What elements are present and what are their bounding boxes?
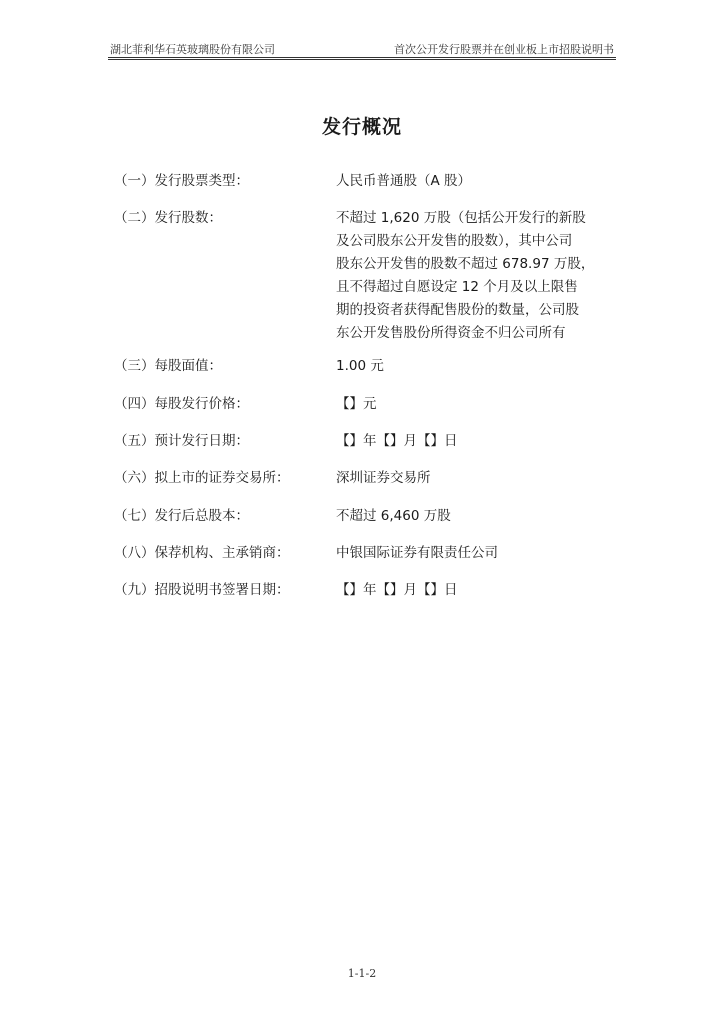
row-value: 深圳证券交易所 [336,470,431,486]
row-label: （六）拟上市的证券交易所： [114,470,290,486]
row-label: （二）发行股数： [114,210,222,226]
row-label: （九）招股说明书签署日期： [114,582,290,598]
row-label: （一）发行股票类型： [114,173,249,189]
row-label: （五）预计发行日期： [114,433,249,449]
header-divider [108,57,616,60]
header-document-title: 首次公开发行股票并在创业板上市招股说明书 [394,43,614,56]
row-label: （八）保荐机构、主承销商： [114,545,290,561]
row-value: 人民币普通股（A 股） [336,173,472,189]
row-value: 【】年【】月【】日 [336,582,458,598]
value-line: 且不得超过自愿设定 12 个月及以上限售 [336,279,578,295]
value-line: 股东公开发售的股数不超过 678.97 万股， [336,256,595,272]
value-line: 东公开发售股份所得资金不归公司所有 [336,325,566,341]
row-value: 【】年【】月【】日 [336,433,458,449]
page-number: 1-1-2 [347,967,377,980]
value-line: 不超过 1,620 万股（包括公开发行的新股 [336,210,586,226]
value-line: 及公司股东公开发售的股数），其中公司 [336,233,573,249]
header-company-name: 湖北菲利华石英玻璃股份有限公司 [110,43,275,56]
row-label: （三）每股面值： [114,358,222,374]
row-label: （四）每股发行价格： [114,396,249,412]
row-label: （七）发行后总股本： [114,508,249,524]
page-header [108,41,616,57]
value-line: 期的投资者获得配售股份的数量，公司股 [336,302,579,318]
row-value: 不超过 6,460 万股 [336,508,451,524]
row-value: 【】元 [336,396,377,412]
page-title: 发行概况 [321,116,402,138]
row-value: 1.00 元 [336,358,384,374]
row-value [336,207,618,345]
row-value: 中银国际证券有限责任公司 [336,545,498,561]
